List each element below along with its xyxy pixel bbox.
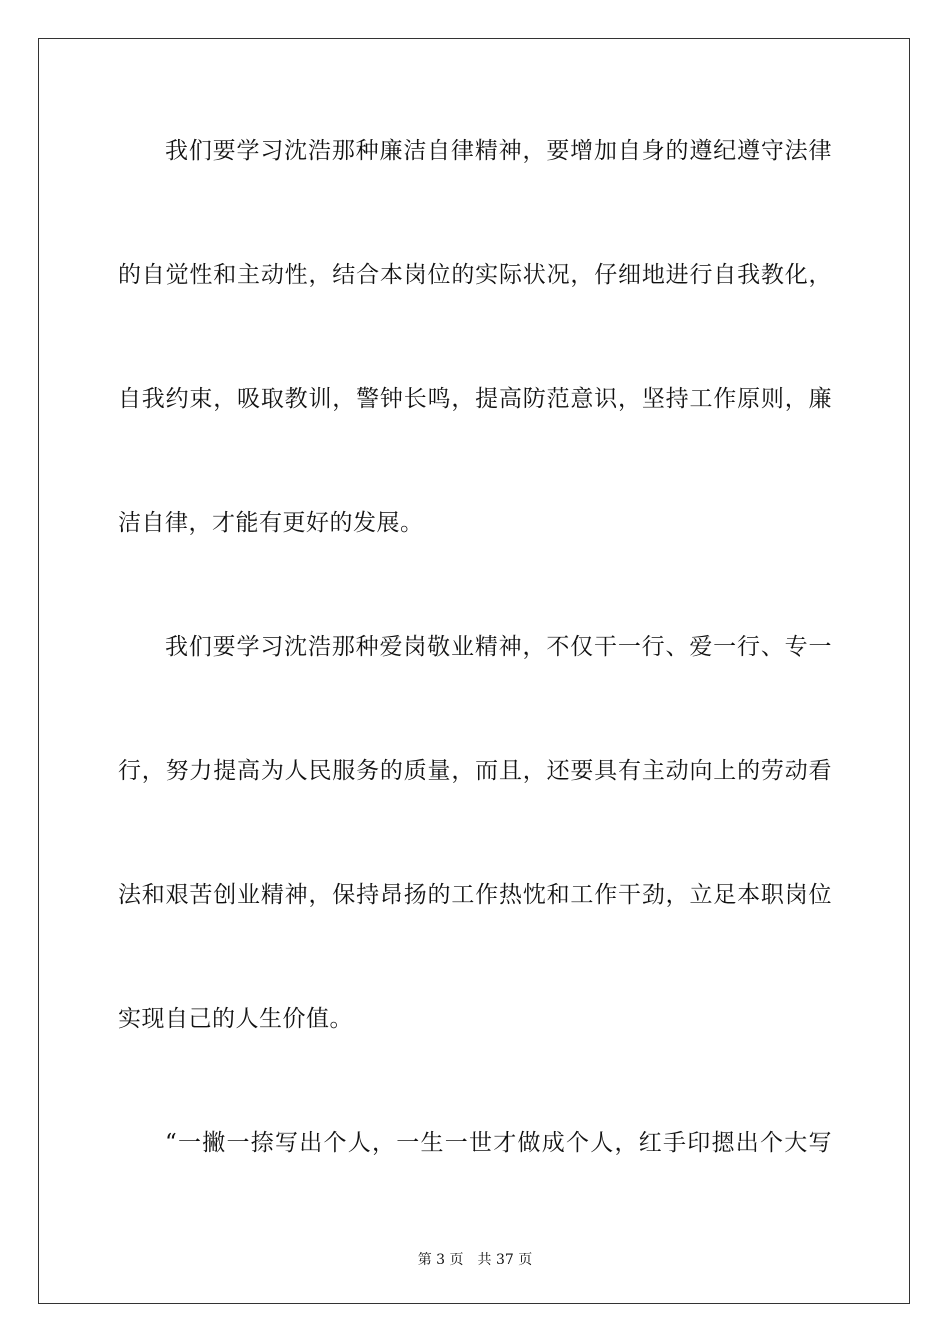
page-border xyxy=(38,38,910,1304)
paragraph-2-line-4: 实现自己的人生价值。 xyxy=(118,1006,353,1032)
paragraph-2-line-3: 法和艰苦创业精神，保持昂扬的工作热忱和工作干劲，立足本职岗位 xyxy=(118,882,832,908)
paragraph-3-line-1: “一撇一捺写出个人，一生一世才做成个人，红手印摁出个大写 xyxy=(165,1130,832,1156)
paragraph-2-line-2: 行，努力提高为人民服务的质量，而且，还要具有主动向上的劳动看 xyxy=(118,758,832,784)
page-number-footer: 第 3 页 共 37 页 xyxy=(417,1252,533,1268)
paragraph-1-line-4: 洁自律，才能有更好的发展。 xyxy=(118,510,424,536)
paragraph-1-line-3: 自我约束，吸取教训，警钟长鸣，提高防范意识，坚持工作原则，廉 xyxy=(118,386,832,412)
paragraph-1-line-1: 我们要学习沈浩那种廉洁自律精神，要增加自身的遵纪遵守法律 xyxy=(165,138,832,164)
paragraph-1-line-2: 的自觉性和主动性，结合本岗位的实际状况，仔细地进行自我教化， xyxy=(118,262,832,288)
paragraph-2-line-1: 我们要学习沈浩那种爱岗敬业精神，不仅干一行、爱一行、专一 xyxy=(165,634,832,660)
